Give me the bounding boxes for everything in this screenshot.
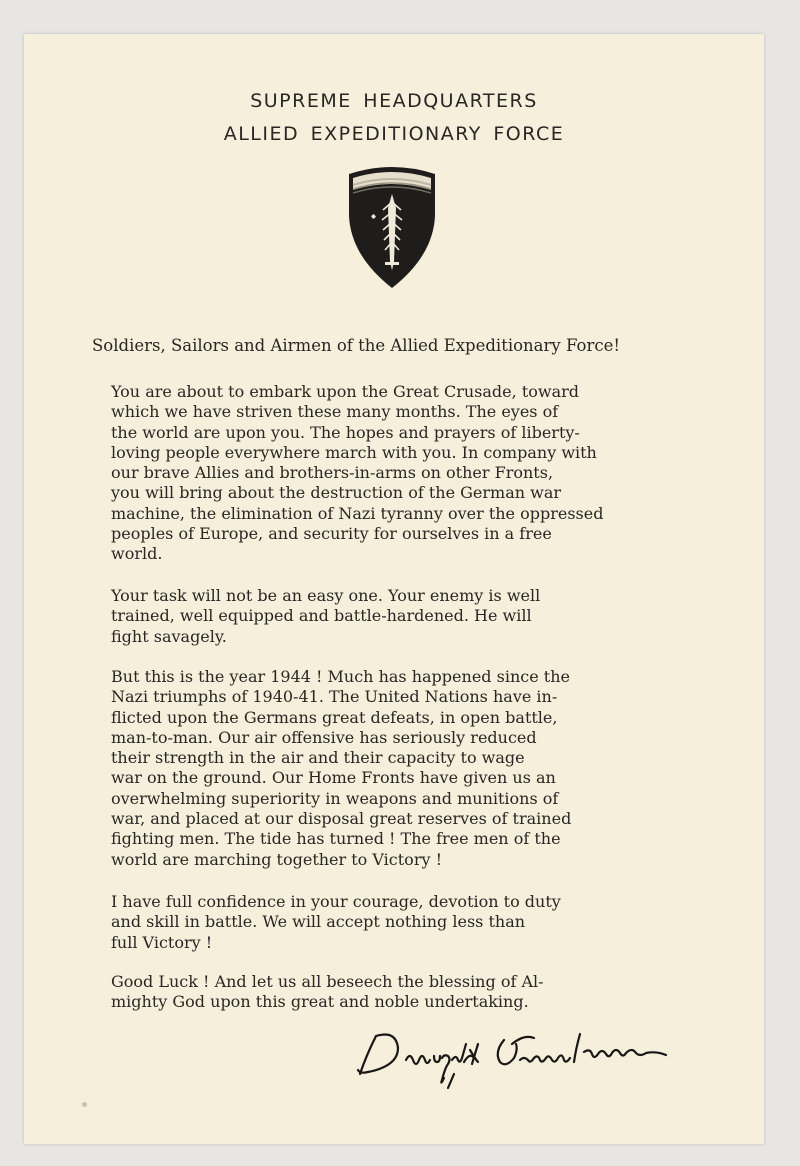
shaef-shoulder-sleeve-insignia-icon bbox=[345, 164, 439, 290]
text-line: and skill in battle. We will accept nothing less than bbox=[111, 912, 526, 932]
salutation: Soldiers, Sailors and Airmen of the Allied Expeditionary Force! bbox=[92, 336, 620, 355]
paper-stain bbox=[82, 1102, 87, 1107]
text-line: their strength in the air and their capacity to wage bbox=[111, 748, 525, 768]
text-line: war, and placed at our disposal great reserves of trained bbox=[111, 809, 572, 829]
text-line: the world are upon you. The hopes and prayers of liberty- bbox=[111, 422, 580, 442]
text-line: which we have striven these many months. The eyes of bbox=[111, 402, 559, 422]
text-line: machine, the elimination of Nazi tyranny over the oppressed bbox=[111, 503, 604, 523]
handwritten-signature bbox=[354, 1022, 694, 1092]
text-line: fighting men. The tide has turned ! The free men of the bbox=[111, 829, 561, 849]
text-line: man-to-man. Our air offensive has seriously reduced bbox=[111, 727, 537, 747]
text-line: full Victory ! bbox=[111, 932, 213, 952]
text-line: world. bbox=[111, 544, 163, 564]
text-line: loving people everywhere march with you. In company with bbox=[111, 442, 597, 462]
header-line-1: SUPREME HEADQUARTERS bbox=[250, 90, 538, 112]
text-line: I have full confidence in your courage, devotion to duty bbox=[111, 892, 561, 911]
paragraph-4 bbox=[111, 892, 671, 953]
text-line: you will bring about the destruction of the German war bbox=[111, 483, 562, 503]
text-line: fight savagely. bbox=[111, 626, 227, 646]
text-line: mighty God upon this great and noble undertaking. bbox=[111, 992, 529, 1012]
paragraph-1 bbox=[111, 382, 671, 565]
paragraph-2 bbox=[111, 586, 671, 647]
text-line: flicted upon the Germans great defeats, in open battle, bbox=[111, 707, 558, 727]
text-line: trained, well equipped and battle-hardened. He will bbox=[111, 606, 532, 626]
text-line: Good Luck ! And let us all beseech the blessing of Al- bbox=[111, 972, 544, 991]
paragraph-3 bbox=[111, 667, 671, 870]
text-line: world are marching together to Victory ! bbox=[111, 849, 443, 869]
order-of-the-day-sheet bbox=[24, 34, 764, 1144]
text-line: Your task will not be an easy one. Your enemy is well bbox=[111, 586, 541, 605]
text-line: peoples of Europe, and security for ourselves in a free bbox=[111, 524, 552, 544]
text-line: You are about to embark upon the Great Crusade, toward bbox=[111, 382, 579, 401]
text-line: our brave Allies and brothers-in-arms on other Fronts, bbox=[111, 463, 554, 483]
text-line: Nazi triumphs of 1940-41. The United Nations have in- bbox=[111, 687, 558, 707]
header-line-2: ALLIED EXPEDITIONARY FORCE bbox=[223, 123, 565, 145]
text-line: war on the ground. Our Home Fronts have given us an bbox=[111, 768, 556, 788]
text-line: overwhelming superiority in weapons and munitions of bbox=[111, 788, 559, 808]
paragraph-5 bbox=[111, 972, 671, 1013]
text-line: But this is the year 1944 ! Much has happened since the bbox=[111, 667, 570, 686]
